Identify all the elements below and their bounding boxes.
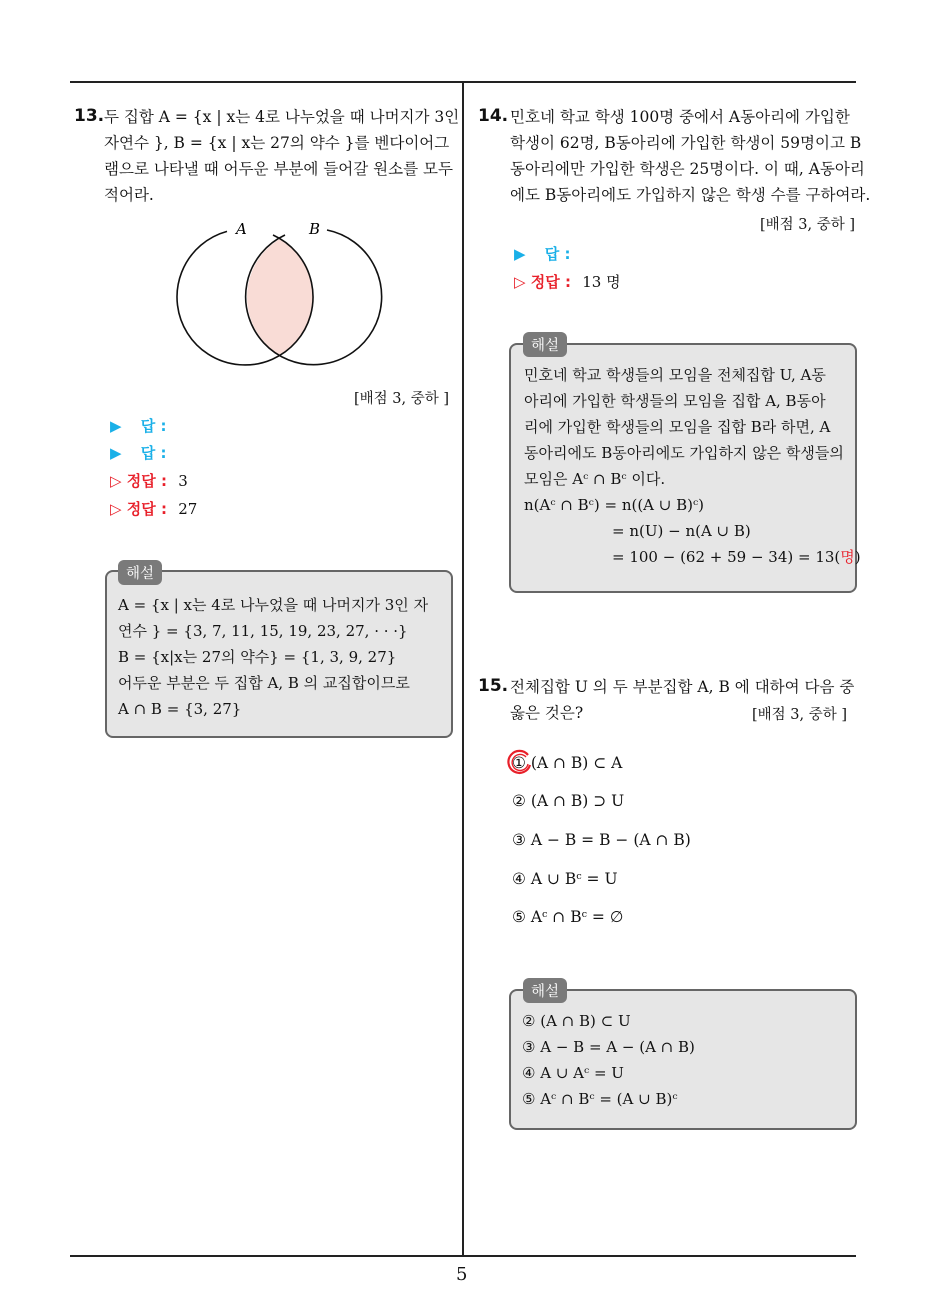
correct-answer-row: [514, 271, 621, 292]
correct-marker-icon: ▷: [110, 472, 122, 490]
question-line: 동아리에만 가입한 학생은 25명이다. 이 때, A동아리: [510, 160, 865, 178]
question-text: [510, 104, 870, 208]
column-divider: [462, 81, 464, 1256]
explanation-line: 아리에 가입한 학생들의 모임을 집합 A, B동아: [524, 392, 826, 410]
explanation-tag: 해설: [118, 560, 162, 585]
explanation-body: [522, 1008, 695, 1112]
answer-label: 답 :: [140, 444, 167, 462]
score-label: [배점 3, 중하 ]: [354, 391, 450, 407]
explanation-line: = n(U) − n(A ∪ B): [612, 522, 751, 540]
correct-marker-icon: ▷: [110, 500, 122, 518]
option-3[interactable]: ③ A − B = B − (A ∩ B): [512, 831, 691, 849]
explanation-line: 모임은 Aᶜ ∩ Bᶜ 이다.: [524, 470, 666, 488]
score-label: [배점 3, 중하 ]: [760, 217, 856, 233]
answer-row: [110, 442, 167, 463]
correct-value: 13 명: [582, 273, 621, 291]
explanation-calc: = 100 − (62 + 59 − 34) = 13(: [612, 548, 841, 566]
option-2[interactable]: ② (A ∩ B) ⊃ U: [512, 792, 625, 810]
explanation-line: 동아리에도 B동아리에도 가입하지 않은 학생들의: [524, 444, 844, 462]
explanation-line: A ∩ B = {3, 27}: [118, 700, 242, 718]
explanation-line: ⑤ Aᶜ ∩ Bᶜ = (A ∪ B)ᶜ: [522, 1090, 678, 1108]
answer-marker-icon: ▶: [514, 245, 526, 263]
correct-label: 정답 :: [126, 472, 167, 490]
correct-label: 정답 :: [530, 273, 571, 291]
explanation-tag: 해설: [523, 978, 567, 1003]
answer-marker-icon: ▶: [110, 444, 122, 462]
explanation-line: 민호네 학교 학생들의 모임을 전체집합 U, A동: [524, 366, 826, 384]
correct-answer-row: [110, 470, 188, 491]
answer-label: 답 :: [544, 245, 571, 263]
explanation-line: B = {x|x는 27의 약수} = {1, 3, 9, 27}: [118, 648, 397, 666]
question-line: 두 집합 A = {x | x는 4로 나누었을 때 나머지가 3인: [104, 108, 460, 126]
explanation-line: 어두운 부분은 두 집합 A, B 의 교집합이므로: [118, 674, 410, 692]
explanation-line: ④ A ∪ Aᶜ = U: [522, 1064, 624, 1082]
question-line: 옳은 것은?: [510, 704, 584, 722]
explanation-body: [524, 362, 861, 570]
explanation-line: n(Aᶜ ∩ Bᶜ) = n((A ∪ B)ᶜ): [524, 496, 705, 514]
score-label: [배점 3, 중하 ]: [752, 707, 848, 723]
question-number: 14.: [478, 106, 509, 126]
question-line: 에도 B동아리에도 가입하지 않은 학생 수를 구하여라.: [510, 186, 871, 204]
correct-label: 정답 :: [126, 500, 167, 518]
venn-label-a: A: [236, 220, 247, 238]
explanation-line: 리에 가입한 학생들의 모임을 집합 B라 하면, A: [524, 418, 831, 436]
question-line: 전체집합 U 의 두 부분집합 A, B 에 대하여 다음 중: [510, 678, 855, 696]
answer-row: [110, 415, 167, 436]
answer-label: 답 :: [140, 417, 167, 435]
question-number: 13.: [74, 106, 105, 126]
explanation-tag: 해설: [523, 332, 567, 357]
question-text: [104, 104, 459, 208]
question-number: 15.: [478, 676, 509, 696]
correct-value: 27: [178, 500, 198, 518]
page-number: 5: [456, 1264, 468, 1285]
explanation-body: [118, 592, 428, 722]
correct-value: 3: [178, 472, 188, 490]
question-line: 학생이 62명, B동아리에 가입한 학생이 59명이고 B: [510, 134, 862, 152]
explanation-line: ② (A ∩ B) ⊂ U: [522, 1012, 631, 1030]
correct-answer-row: [110, 498, 197, 519]
explanation-line: [524, 544, 861, 570]
bottom-rule: [70, 1255, 856, 1257]
explanation-line: A = {x | x는 4로 나누었을 때 나머지가 3인 자: [118, 596, 429, 614]
explanation-close-paren: ): [854, 548, 861, 566]
answer-marker-icon: ▶: [110, 417, 122, 435]
explanation-line: ③ A − B = A − (A ∩ B): [522, 1038, 695, 1056]
explanation-unit: 명: [840, 548, 855, 566]
correct-marker-icon: ▷: [514, 273, 526, 291]
question-line: 램으로 나타낼 때 어두운 부분에 들어갈 원소를 모두: [104, 160, 453, 178]
question-line: 민호네 학교 학생 100명 중에서 A동아리에 가입한: [510, 108, 850, 126]
option-4[interactable]: ④ A ∪ Bᶜ = U: [512, 870, 618, 888]
option-1[interactable]: ① (A ∩ B) ⊂ A: [512, 754, 623, 772]
question-line: 자연수 }, B = {x | x는 27의 약수 }를 벤다이어그: [104, 134, 450, 152]
question-line: 적어라.: [104, 186, 154, 204]
option-5[interactable]: ⑤ Aᶜ ∩ Bᶜ = ∅: [512, 908, 624, 926]
venn-diagram: [170, 215, 390, 375]
venn-label-b: B: [309, 220, 321, 238]
explanation-line: 연수 } = {3, 7, 11, 15, 19, 23, 27, · · ·}: [118, 622, 408, 640]
answer-row: [514, 243, 571, 264]
